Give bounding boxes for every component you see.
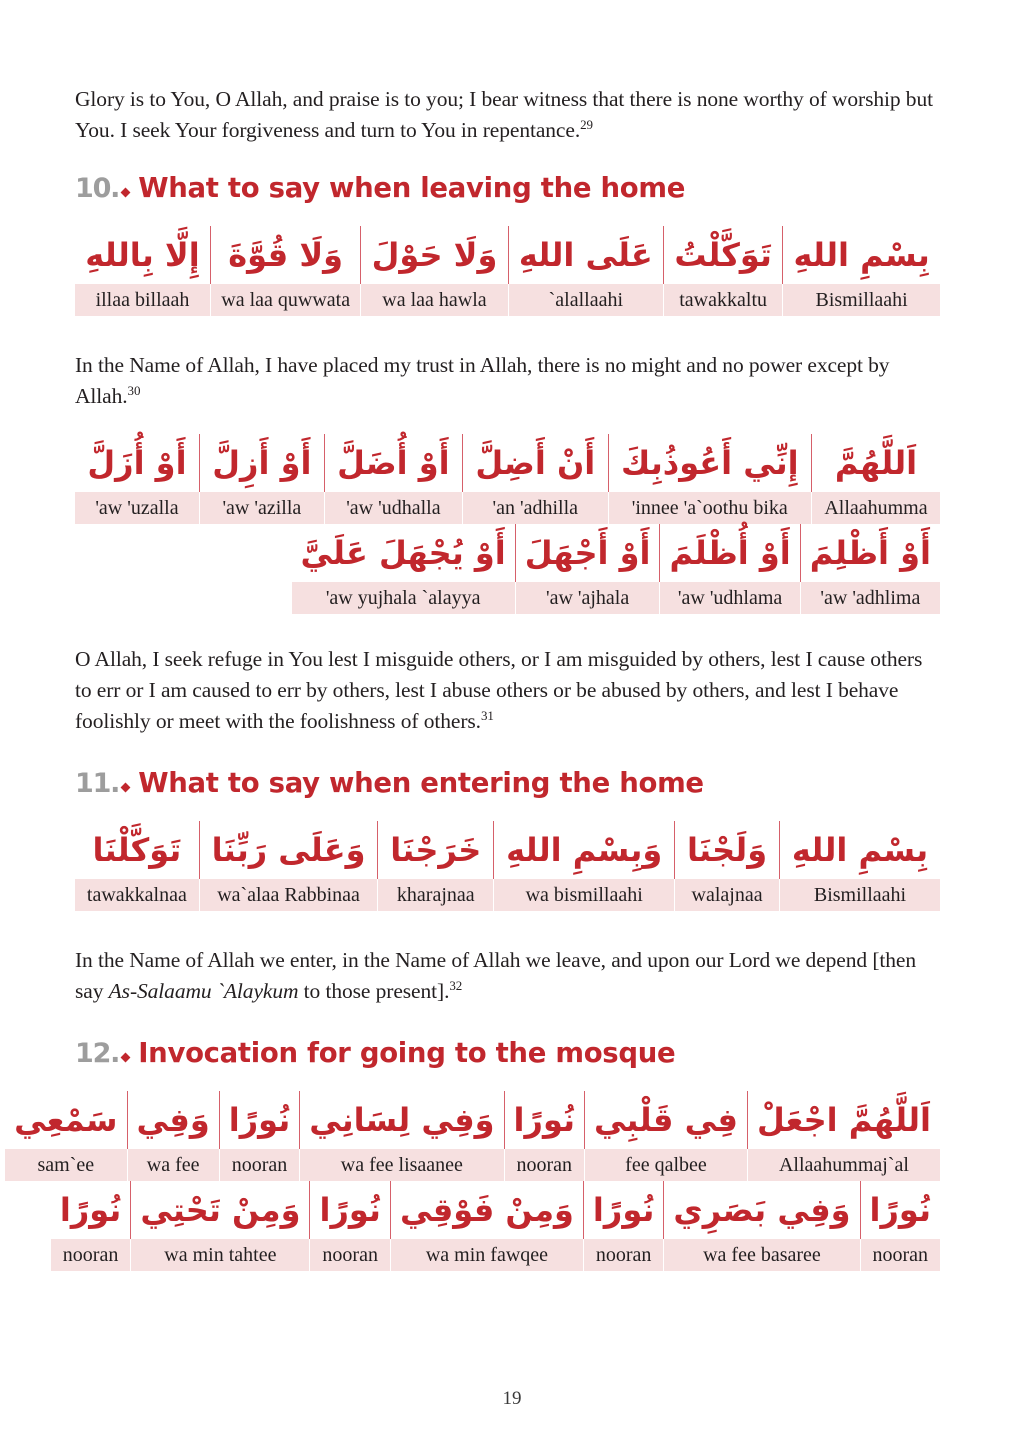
intro-paragraph-text: Glory is to You, O Allah, and praise is to you; I bear witness that there is none worthy of worship but You. I seek Your forgiveness and turn to You in repentance. xyxy=(75,87,933,142)
arabic-word: بِسْمِ اللهِ xyxy=(791,831,929,869)
word-cell xyxy=(609,434,812,524)
translation-11-1-text-before: In the Name of Allah we enter, in the Name of Allah we leave, and upon our Lord we depend [then say xyxy=(75,948,916,1003)
footnote-marker-32: 32 xyxy=(449,977,463,993)
arabic-word: نُورًا xyxy=(220,1091,300,1149)
word-cell xyxy=(51,1181,131,1271)
transliteration-word: 'aw 'uzalla xyxy=(75,492,200,524)
transliteration-word: Allaahumma xyxy=(812,492,940,524)
transliteration-word: nooran xyxy=(310,1239,390,1271)
arabic-word: وَبِسْمِ اللهِ xyxy=(494,821,675,879)
transliteration-word: 'an 'adhilla xyxy=(463,492,609,524)
word-cell xyxy=(220,1091,300,1181)
section-number-12: 12. xyxy=(75,1038,120,1069)
transliteration-word: illaa billaah xyxy=(75,284,211,316)
footnote-marker-29: 29 xyxy=(580,116,593,132)
transliteration-word: 'aw 'azilla xyxy=(200,492,325,524)
arabic-word: نُورًا xyxy=(584,1181,664,1239)
diamond-bullet-icon xyxy=(121,783,131,793)
arabic-word: وَفِي بَصَرِي xyxy=(664,1181,860,1239)
transliteration-word: nooran xyxy=(584,1239,664,1271)
word-cell xyxy=(361,226,508,316)
word-cell xyxy=(664,226,783,316)
section-heading-12 xyxy=(75,1037,940,1069)
arabic-word: أَوْ أَظْلِمَ xyxy=(809,534,931,572)
transliteration-word: `alallaahi xyxy=(509,284,664,316)
section-heading-10 xyxy=(75,172,940,204)
arabic-word: أَوْ يُجْهَلَ عَلَيَّ xyxy=(292,524,516,582)
arabic-word: أَوْ أَزِلَّ xyxy=(200,434,325,492)
word-cell xyxy=(505,1091,585,1181)
word-cell xyxy=(5,1091,127,1181)
word-cell xyxy=(516,524,661,614)
footnote-marker-31: 31 xyxy=(480,707,494,723)
word-table-10-3 xyxy=(75,524,940,614)
word-cell xyxy=(584,1181,664,1271)
arabic-word: أَوْ أُظْلَمَ xyxy=(660,524,800,582)
transliteration-word: wa bismillaahi xyxy=(494,879,675,911)
arabic-word: وَفِي لِسَانِي xyxy=(300,1091,504,1149)
arabic-word: أَوْ أُضَلَّ xyxy=(325,434,463,492)
arabic-word: اَللَّهُمَّ اجْعَلْ xyxy=(756,1101,931,1139)
transliteration-word: 'aw 'adhlima xyxy=(801,582,940,614)
transliteration-word: walajnaa xyxy=(675,879,780,911)
word-table-10-1 xyxy=(75,226,940,316)
arabic-word: نُورًا xyxy=(505,1091,585,1149)
transliteration-word: nooran xyxy=(861,1239,940,1271)
word-table-10-2 xyxy=(75,434,940,524)
word-cell xyxy=(310,1181,390,1271)
word-cell xyxy=(391,1181,584,1271)
transliteration-word: wa min tahtee xyxy=(131,1239,310,1271)
word-cell xyxy=(812,434,940,524)
word-cell xyxy=(494,821,675,911)
transliteration-word: kharajnaa xyxy=(378,879,494,911)
transliteration-word: Bismillaahi xyxy=(780,879,940,911)
word-cell xyxy=(292,524,516,614)
transliteration-word: tawakkalnaa xyxy=(75,879,200,911)
arabic-word: سَمْعِي xyxy=(5,1091,127,1149)
transliteration-word: Bismillaahi xyxy=(783,284,940,316)
arabic-word: بِسْمِ اللهِ xyxy=(793,236,930,274)
transliteration-word: wa min fawqee xyxy=(391,1239,584,1271)
transliteration-word: wa`alaa Rabbinaa xyxy=(200,879,379,911)
word-cell xyxy=(378,821,494,911)
transliteration-word: 'aw 'udhlama xyxy=(660,582,800,614)
arabic-word: وَمِنْ فَوْقِي xyxy=(391,1181,584,1239)
arabic-word: إِنِّي أَعُوذُبِكَ xyxy=(609,434,812,492)
arabic-word: وَلَا قُوَّةَ xyxy=(211,226,361,284)
word-cell xyxy=(463,434,609,524)
transliteration-word: 'innee 'a`oothu bika xyxy=(609,492,812,524)
word-table-12-1 xyxy=(14,1091,940,1181)
arabic-word: عَلَى اللهِ xyxy=(509,226,664,284)
transliteration-word: wa laa hawla xyxy=(361,284,508,316)
intro-paragraph xyxy=(75,84,940,146)
arabic-word: نُورًا xyxy=(51,1181,131,1239)
translation-11-1-italic: As-Salaamu `Alaykum xyxy=(108,979,299,1003)
transliteration-word: wa fee basaree xyxy=(664,1239,860,1271)
section-title-11: What to say when entering the home xyxy=(138,767,704,799)
word-table-12-2 xyxy=(59,1181,940,1271)
page-number: 19 xyxy=(502,1388,522,1409)
transliteration-word: wa fee lisaanee xyxy=(300,1149,504,1181)
word-cell xyxy=(75,434,200,524)
diamond-bullet-icon xyxy=(121,188,131,198)
transliteration-word: sam`ee xyxy=(5,1149,127,1181)
word-cell xyxy=(660,524,800,614)
word-cell xyxy=(211,226,361,316)
arabic-word: وَلَجْنَا xyxy=(675,821,780,879)
transliteration-word: 'aw 'udhalla xyxy=(325,492,463,524)
arabic-word: تَوَكَّلْنَا xyxy=(75,821,200,879)
arabic-word: خَرَجْنَا xyxy=(378,821,494,879)
word-cell xyxy=(861,1181,940,1271)
translation-11-1-text-after: to those present]. xyxy=(298,979,450,1003)
arabic-word: أَنْ أَضِلَّ xyxy=(463,434,609,492)
transliteration-word: nooran xyxy=(51,1239,131,1271)
arabic-word: نُورًا xyxy=(310,1181,390,1239)
arabic-word: أَوْ أَجْهَلَ xyxy=(516,524,661,582)
transliteration-word: nooran xyxy=(220,1149,300,1181)
word-cell xyxy=(75,821,200,911)
word-cell xyxy=(675,821,780,911)
arabic-word: وَمِنْ تَحْتِي xyxy=(131,1181,310,1239)
transliteration-word: nooran xyxy=(505,1149,585,1181)
word-cell xyxy=(200,821,379,911)
word-cell xyxy=(585,1091,748,1181)
word-cell xyxy=(783,226,940,316)
section-title-10: What to say when leaving the home xyxy=(138,172,686,204)
transliteration-word: Allaahummaj`al xyxy=(748,1149,940,1181)
transliteration-word: 'aw yujhala `alayya xyxy=(292,582,516,614)
arabic-word: أَوْ أُزَلَّ xyxy=(75,434,200,492)
arabic-word: إِلَّا بِاللهِ xyxy=(75,226,211,284)
word-cell xyxy=(509,226,664,316)
section-number-10: 10. xyxy=(75,173,120,204)
arabic-word: وَفِي xyxy=(128,1091,220,1149)
word-cell xyxy=(75,226,211,316)
arabic-word: نُورًا xyxy=(869,1191,931,1229)
transliteration-word: tawakkaltu xyxy=(664,284,783,316)
word-table-11-1 xyxy=(75,821,940,911)
word-cell xyxy=(300,1091,504,1181)
word-cell xyxy=(801,524,940,614)
transliteration-word: fee qalbee xyxy=(585,1149,748,1181)
word-cell xyxy=(131,1181,310,1271)
arabic-word: وَلَا حَوْلَ xyxy=(361,226,508,284)
section-title-12: Invocation for going to the mosque xyxy=(138,1037,676,1069)
footnote-marker-30: 30 xyxy=(127,382,141,398)
word-cell xyxy=(128,1091,220,1181)
word-cell xyxy=(664,1181,860,1271)
word-cell xyxy=(325,434,463,524)
arabic-word: اَللَّهُمَّ xyxy=(834,444,918,482)
word-cell xyxy=(748,1091,940,1181)
translation-10-2-text: O Allah, I seek refuge in You lest I misguide others, or I am misguided by others, lest I cause others to err or I am caused to err by others, lest I abuse others or be abused by others, and lest I behave foolishly or meet with the foolishness of others. xyxy=(75,647,923,733)
word-cell xyxy=(200,434,325,524)
translation-10-2 xyxy=(75,644,940,737)
word-cell xyxy=(780,821,940,911)
diamond-bullet-icon xyxy=(121,1053,131,1063)
arabic-word: فِي قَلْبِي xyxy=(585,1091,748,1149)
section-heading-11 xyxy=(75,767,940,799)
transliteration-word: wa fee xyxy=(128,1149,220,1181)
page-content xyxy=(14,84,940,1271)
transliteration-word: wa laa quwwata xyxy=(211,284,361,316)
arabic-word: وَعَلَى رَبِّنَا xyxy=(200,821,379,879)
translation-11-1 xyxy=(75,945,940,1007)
translation-10-1 xyxy=(75,350,940,412)
section-number-11: 11. xyxy=(75,768,120,799)
transliteration-word: 'aw 'ajhala xyxy=(516,582,661,614)
translation-10-1-text: In the Name of Allah, I have placed my trust in Allah, there is no might and no power except by Allah. xyxy=(75,353,890,408)
arabic-word: تَوَكَّلْتُ xyxy=(664,226,783,284)
